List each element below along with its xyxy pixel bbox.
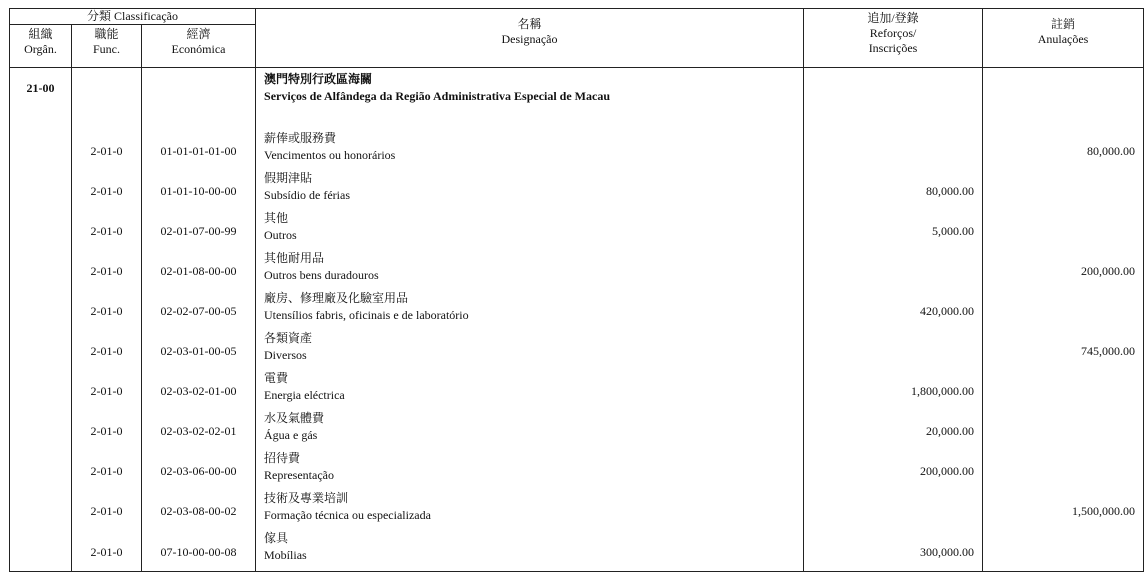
econ-header [142,25,256,68]
empty-cell [10,130,72,170]
table-row [10,490,1144,530]
empty-cell [10,210,72,250]
func-code: 2-01-0 [72,490,142,530]
designation-pt: Água e gás [264,428,318,442]
reinforcement-amount: 1,800,000.00 [804,370,983,410]
reinforcements-header [804,9,983,68]
econ-code: 01-01-10-00-00 [142,170,256,210]
table-row [10,170,1144,210]
designation-pt: Outros [264,228,297,242]
reinforcements-header-pt1: Reforços/ [869,26,917,40]
econ-code: 02-01-08-00-00 [142,250,256,290]
agency-name-zh: 澳門特別行政區海關 [264,72,373,86]
func-header-zh: 職能 [94,27,119,41]
empty-cell [10,250,72,290]
func-header [72,25,142,68]
econ-code: 01-01-01-01-00 [142,130,256,170]
reinforcement-amount [804,490,983,530]
agency-row [10,68,1144,131]
reinforcement-amount: 5,000.00 [804,210,983,250]
reinforcement-amount [804,330,983,370]
table-row [10,250,1144,290]
annulment-amount: 1,500,000.00 [983,490,1144,530]
designation-zh: 招待費 [264,451,301,465]
func-code: 2-01-0 [72,250,142,290]
func-code: 2-01-0 [72,530,142,572]
designation-zh: 假期津貼 [264,171,313,185]
reinforcement-amount [804,130,983,170]
designation-pt: Representação [264,468,334,482]
annulment-amount [983,410,1144,450]
func-code: 2-01-0 [72,170,142,210]
designation-pt: Diversos [264,348,307,362]
reinforcement-amount: 80,000.00 [804,170,983,210]
empty-cell [10,490,72,530]
designation-header-zh: 名稱 [517,17,542,31]
table-row [10,210,1144,250]
reinforcement-amount: 420,000.00 [804,290,983,330]
organ-header-zh: 組織 [28,27,53,41]
econ-code: 02-03-08-00-02 [142,490,256,530]
func-code: 2-01-0 [72,450,142,490]
econ-header-zh: 經濟 [186,27,211,41]
designation-cell [256,330,804,370]
designation-cell [256,490,804,530]
annulment-amount: 80,000.00 [983,130,1144,170]
empty-cell [10,450,72,490]
organ-header-pt: Orgân. [24,42,57,56]
table-row [10,450,1144,490]
designation-zh: 各類資產 [264,331,313,345]
econ-header-pt: Económica [171,42,226,56]
designation-zh: 技術及專業培訓 [264,491,349,505]
annulment-amount [983,370,1144,410]
designation-header-pt: Designação [501,32,558,46]
designation-pt: Subsídio de férias [264,188,351,202]
empty-cell [10,410,72,450]
table-row [10,130,1144,170]
reinforcements-header-pt2: Inscrições [868,41,918,55]
designation-zh: 傢具 [264,531,289,545]
empty-cell [72,68,142,131]
annulment-amount [983,530,1144,572]
table-row [10,290,1144,330]
designation-pt: Vencimentos ou honorários [264,148,396,162]
designation-zh: 其他 [264,211,289,225]
reinforcement-amount: 200,000.00 [804,450,983,490]
designation-pt: Utensílios fabris, oficinais e de laboratório [264,308,469,322]
econ-code: 02-03-01-00-05 [142,330,256,370]
empty-cell [10,330,72,370]
annulment-amount: 200,000.00 [983,250,1144,290]
organ-header [10,25,72,68]
func-code: 2-01-0 [72,410,142,450]
designation-zh: 電費 [264,371,289,385]
designation-cell [256,250,804,290]
designation-header [256,9,804,68]
econ-code: 02-01-07-00-99 [142,210,256,250]
agency-code: 21-00 [10,68,72,131]
empty-cell [804,68,983,131]
empty-cell [142,68,256,131]
empty-cell [983,68,1144,131]
designation-cell [256,370,804,410]
econ-code: 02-03-06-00-00 [142,450,256,490]
designation-pt: Mobílias [264,548,307,562]
designation-cell [256,290,804,330]
annulments-header-pt: Anulações [1037,32,1089,46]
designation-pt: Energia eléctrica [264,388,345,402]
econ-code: 07-10-00-00-08 [142,530,256,572]
annulment-amount [983,210,1144,250]
designation-zh: 其他耐用品 [264,251,325,265]
designation-pt: Outros bens duradouros [264,268,379,282]
agency-name [256,68,804,131]
designation-zh: 水及氣體費 [264,411,325,425]
designation-cell [256,410,804,450]
table-row [10,330,1144,370]
annulment-amount [983,170,1144,210]
func-header-pt: Func. [93,42,120,56]
reinforcement-amount: 20,000.00 [804,410,983,450]
designation-cell [256,450,804,490]
table-row [10,410,1144,450]
func-code: 2-01-0 [72,290,142,330]
func-code: 2-01-0 [72,330,142,370]
func-code: 2-01-0 [72,370,142,410]
func-code: 2-01-0 [72,130,142,170]
econ-code: 02-03-02-02-01 [142,410,256,450]
reinforcements-header-zh: 追加/登錄 [867,11,919,25]
annulments-header [983,9,1144,68]
designation-cell [256,210,804,250]
empty-cell [10,530,72,572]
annulment-amount: 745,000.00 [983,330,1144,370]
econ-code: 02-03-02-01-00 [142,370,256,410]
table-row [10,530,1144,572]
econ-code: 02-02-07-00-05 [142,290,256,330]
empty-cell [10,290,72,330]
designation-cell [256,130,804,170]
classification-header: 分類 Classificação [10,9,256,25]
designation-zh: 廠房、修理廠及化驗室用品 [264,291,409,305]
agency-name-pt: Serviços de Alfândega da Região Administrativa Especial de Macau [264,89,611,103]
annulment-amount [983,290,1144,330]
designation-cell [256,530,804,572]
func-code: 2-01-0 [72,210,142,250]
empty-cell [10,370,72,410]
designation-cell [256,170,804,210]
designation-zh: 薪俸或服務費 [264,131,337,145]
reinforcement-amount: 300,000.00 [804,530,983,572]
budget-table [9,8,1144,572]
empty-cell [10,170,72,210]
annulment-amount [983,450,1144,490]
annulments-header-zh: 註銷 [1051,17,1076,31]
designation-pt: Formação técnica ou especializada [264,508,431,522]
reinforcement-amount [804,250,983,290]
table-row [10,370,1144,410]
